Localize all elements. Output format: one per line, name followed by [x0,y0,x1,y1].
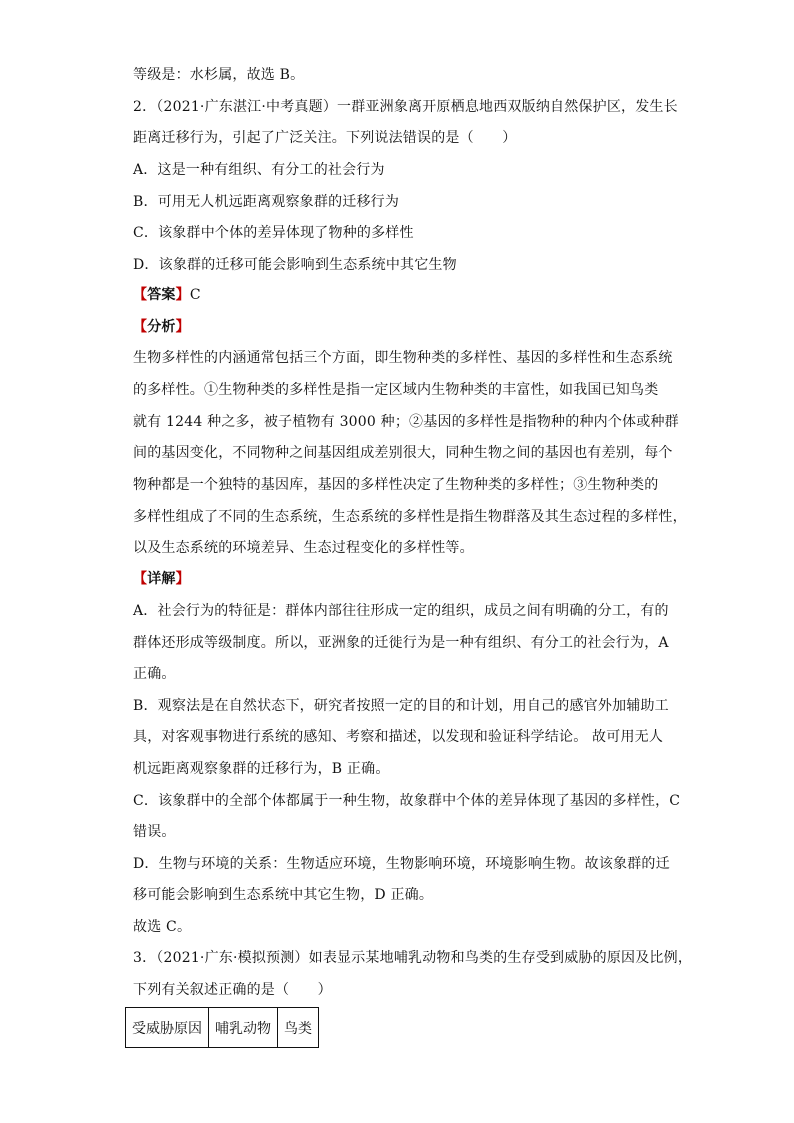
q2-analysis-heading [133,318,190,336]
detail-line: D．生物与环境的关系：生物适应环境，生物影响环境，环境影响生物。故该象群的迁 [133,856,670,872]
q2-option-c: C．该象群中个体的差异体现了物种的多样性 [133,225,414,241]
detail-line: 具，对客观事物进行系统的感知、考察和描述，以发现和验证科学结论。 故可用无人 [133,729,664,745]
q2-stem-line-1: 2．（2021·广东湛江·中考真题）一群亚洲象离开原栖息地西双版纳自然保护区，发生长 [133,99,678,115]
analysis-label: 分析 [147,319,176,335]
analysis-line: 多样性组成了不同的生态系统，生态系统的多样性是指生物群落及其生态过程的多样性， [133,509,687,525]
analysis-line: 间的基因变化，不同物种之间基因组成差别很大，同种生物之间的基因也有差别，每个 [133,445,673,461]
detail-line: 群体还形成等级制度。所以，亚洲象的迁徙行为是一种有组织、有分工的社会行为，A [133,635,669,651]
q3-stem-line-2: 下列有关叙述正确的是（ ） [133,982,332,998]
detail-line: 正确。 [133,666,176,682]
threat-table [125,1007,319,1048]
table-header-cell: 鸟类 [278,1008,319,1048]
detail-line: 故选 C。 [133,919,192,935]
answer-bracket-open: 【 [133,287,148,303]
table-header-row [126,1008,319,1048]
analysis-line: 的多样性。①生物种类的多样性是指一定区域内生物种类的丰富性，如我国已知鸟类 [133,382,659,398]
q2-option-d: D．该象群的迁移可能会影响到生态系统中其它生物 [133,257,457,273]
q2-detail-heading [133,570,190,588]
detail-bracket-open: 【 [133,571,148,587]
detail-line: B．观察法是在自然状态下，研究者按照一定的目的和计划，用自己的感官外加辅助工 [133,698,669,714]
analysis-line: 物种都是一个独特的基因库，基因的多样性决定了生物种类的多样性；③生物种类的 [133,477,659,493]
previous-answer-tail: 等级是：水杉属，故选 B。 [133,67,305,83]
detail-label: 详解 [147,571,176,587]
answer-label: 答案 [147,287,176,303]
analysis-line: 生物多样性的内涵通常包括三个方面，即生物种类的多样性、基因的多样性和生态系统 [133,350,673,366]
analysis-bracket-close: 】 [175,319,190,335]
table-header-cell: 哺乳动物 [209,1008,278,1048]
detail-line: 移可能会影响到生态系统中其它生物，D 正确。 [133,887,434,903]
analysis-line: 以及生态系统的环境差异、生态过程变化的多样性等。 [133,540,474,556]
detail-bracket-close: 】 [175,571,190,587]
q2-option-b: B．可用无人机远距离观察象群的迁移行为 [133,194,400,210]
detail-line: A．社会行为的特征是：群体内部往往形成一定的组织，成员之间有明确的分工，有的 [133,603,669,619]
analysis-bracket-open: 【 [133,319,148,335]
detail-line: 机远距离观察象群的迁移行为，B 正确。 [133,761,390,777]
q3-stem-line-1: 3．（2021·广东·模拟预测）如表显示某地哺乳动物和鸟类的生存受到威胁的原因及比例， [133,950,693,966]
q2-stem-line-2: 距离迁移行为，引起了广泛关注。下列说法错误的是（ ） [133,130,517,146]
analysis-line: 就有 1244 种之多，被子植物有 3000 种；②基因的多样性是指物种的种内个体或种群 [133,414,679,430]
detail-line: 错误。 [133,824,176,840]
q2-option-a: A．这是一种有组织、有分工的社会行为 [133,162,385,178]
q2-answer-row [133,286,201,304]
detail-line: C．该象群中的全部个体都属于一种生物，故象群中个体的差异体现了基因的多样性，C [133,793,681,809]
table-header-cell: 受威胁原因 [126,1008,209,1048]
answer-value: C [189,287,201,303]
answer-bracket-close: 】 [175,287,190,303]
